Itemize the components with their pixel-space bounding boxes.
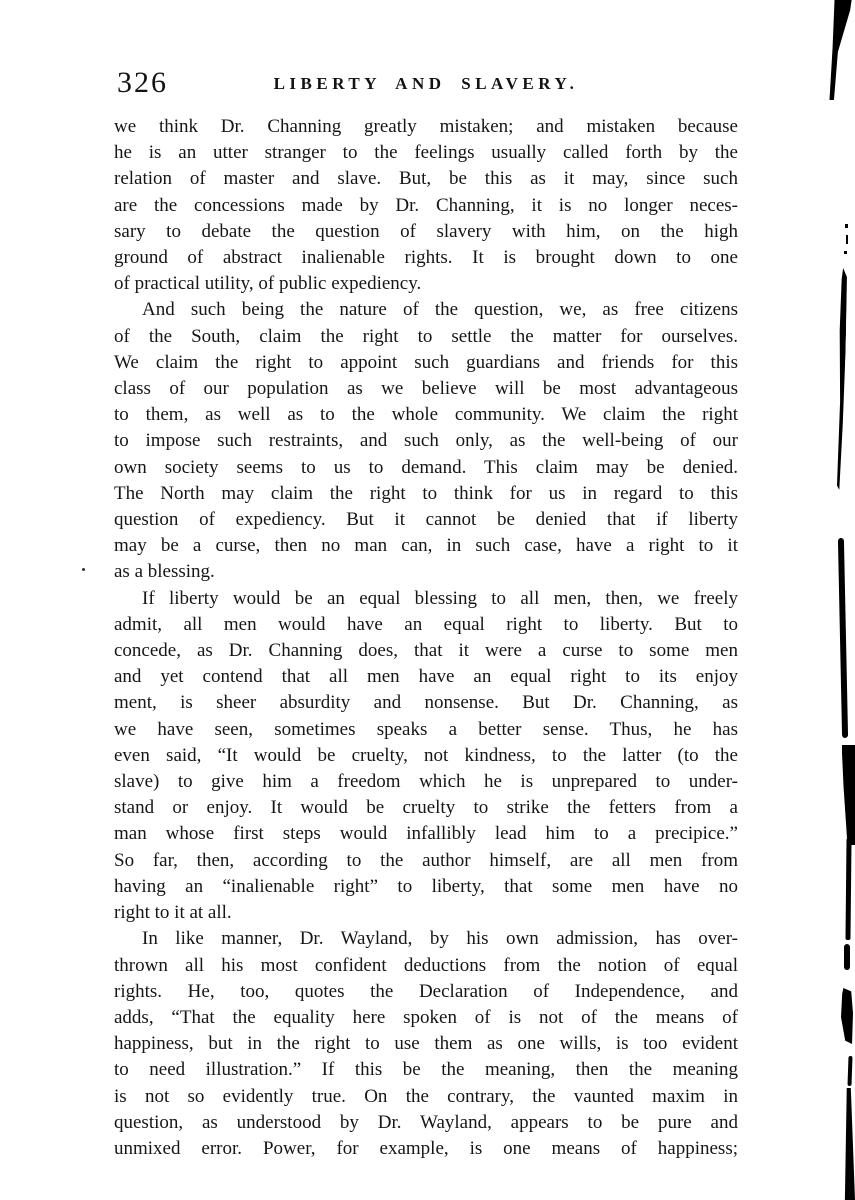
text-line: relation of master and slave. But, be this as it may, since such	[114, 168, 738, 190]
text-line: thrown all his most confident deductions from the notion of equal	[114, 954, 738, 976]
scan-artifact-top-wedge	[825, 0, 853, 100]
text-line: of practical utility, of public expediency.	[114, 273, 422, 295]
scan-artifact-left-dot	[82, 568, 85, 571]
scan-artifact-dot	[846, 235, 848, 244]
text-line: of the South, claim the right to settle the matter for ourselves.	[114, 325, 738, 347]
text-line: sary to debate the question of slavery with him, on the high	[114, 220, 738, 242]
text-line: happiness, but in the right to use them as one wills, is too evident	[114, 1033, 738, 1055]
text-line: man whose first steps would infallibly lead him to a precipice.”	[114, 823, 738, 845]
text-line: may be a curse, then no man can, in such case, have a right to it	[114, 535, 738, 557]
text-line: class of our population as we believe will be most advantageous	[114, 378, 738, 400]
text-line: concede, as Dr. Channing does, that it were a curse to some men	[114, 640, 738, 662]
text-line: slave) to give him a freedom which he is unprepared to under-	[114, 771, 738, 793]
text-line: We claim the right to appoint such guardians and friends for this	[114, 351, 738, 373]
text-line: he is an utter stranger to the feelings usually called forth by the	[114, 142, 738, 164]
text-line: ground of abstract inalienable rights. It is brought down to one	[114, 247, 738, 269]
scan-artifact-streak	[845, 838, 851, 940]
text-line: And such being the nature of the question, we, as free citizens	[142, 299, 738, 321]
text-line: to them, as well as to the whole community. We claim the right	[114, 404, 738, 426]
text-line: So far, then, according to the author himself, are all men from	[114, 849, 738, 871]
scan-artifact-streak	[838, 538, 848, 738]
text-line: to impose such restraints, and such only, as the well-being of our	[114, 430, 738, 452]
text-line: The North may claim the right to think for us in regard to this	[114, 482, 738, 504]
scan-artifact-streak	[834, 268, 847, 490]
text-line: adds, “That the equality here spoken of is not of the means of	[114, 1006, 738, 1028]
text-line: stand or enjoy. It would be cruelty to strike the fetters from a	[114, 797, 738, 819]
scan-artifact-dot	[845, 224, 848, 228]
text-line: question of expediency. But it cannot be denied that if liberty	[114, 509, 738, 531]
text-line: even said, “It would be cruelty, not kindness, to the latter (to the	[114, 744, 738, 766]
text-line: rights. He, too, quotes the Declaration of Independence, and	[114, 980, 738, 1002]
text-line: and yet contend that all men have an equal right to its enjoy	[114, 666, 738, 688]
text-line: we have seen, sometimes speaks a better sense. Thus, he has	[114, 718, 738, 740]
scan-artifact-dot	[844, 251, 847, 254]
paragraph	[114, 297, 738, 585]
page-number: 326	[117, 66, 168, 99]
scan-artifact-specks	[847, 1056, 852, 1086]
text-line: is not so evidently true. On the contrary, the vaunted maxim in	[114, 1085, 738, 1107]
text-line: In like manner, Dr. Wayland, by his own admission, has over-	[142, 928, 738, 950]
scan-artifact-streak	[842, 745, 855, 845]
text-line: unmixed error. Power, for example, is one means of happiness;	[114, 1137, 738, 1159]
text-line: ment, is sheer absurdity and nonsense. But Dr. Channing, as	[114, 692, 738, 714]
paragraph	[114, 114, 738, 297]
text-line: as a blessing.	[114, 561, 215, 583]
text-line: If liberty would be an equal blessing to all men, then, we freely	[142, 587, 738, 609]
page-text	[114, 114, 738, 1162]
text-line: own society seems to us to demand. This claim may be denied.	[114, 456, 738, 478]
paragraph	[114, 926, 738, 1162]
text-line: right to it at all.	[114, 902, 232, 924]
text-line: are the concessions made by Dr. Channing, it is no longer neces-	[114, 194, 738, 216]
text-line: having an “inalienable right” to liberty, that some men have no	[114, 875, 738, 897]
text-line: admit, all men would have an equal right to liberty. But to	[114, 613, 738, 635]
scan-artifact-knot	[844, 944, 850, 970]
scan-artifact-blob	[841, 988, 853, 1044]
running-title: LIBERTY AND SLAVERY.	[273, 74, 579, 93]
text-line: to need illustration.” If this be the meaning, then the meaning	[114, 1059, 738, 1081]
paragraph	[114, 586, 738, 927]
text-line: we think Dr. Channing greatly mistaken; and mistaken because	[114, 116, 738, 137]
text-line: question, as understood by Dr. Wayland, appears to be pure and	[114, 1111, 738, 1133]
scan-artifact-bottom-streak	[844, 1088, 855, 1200]
